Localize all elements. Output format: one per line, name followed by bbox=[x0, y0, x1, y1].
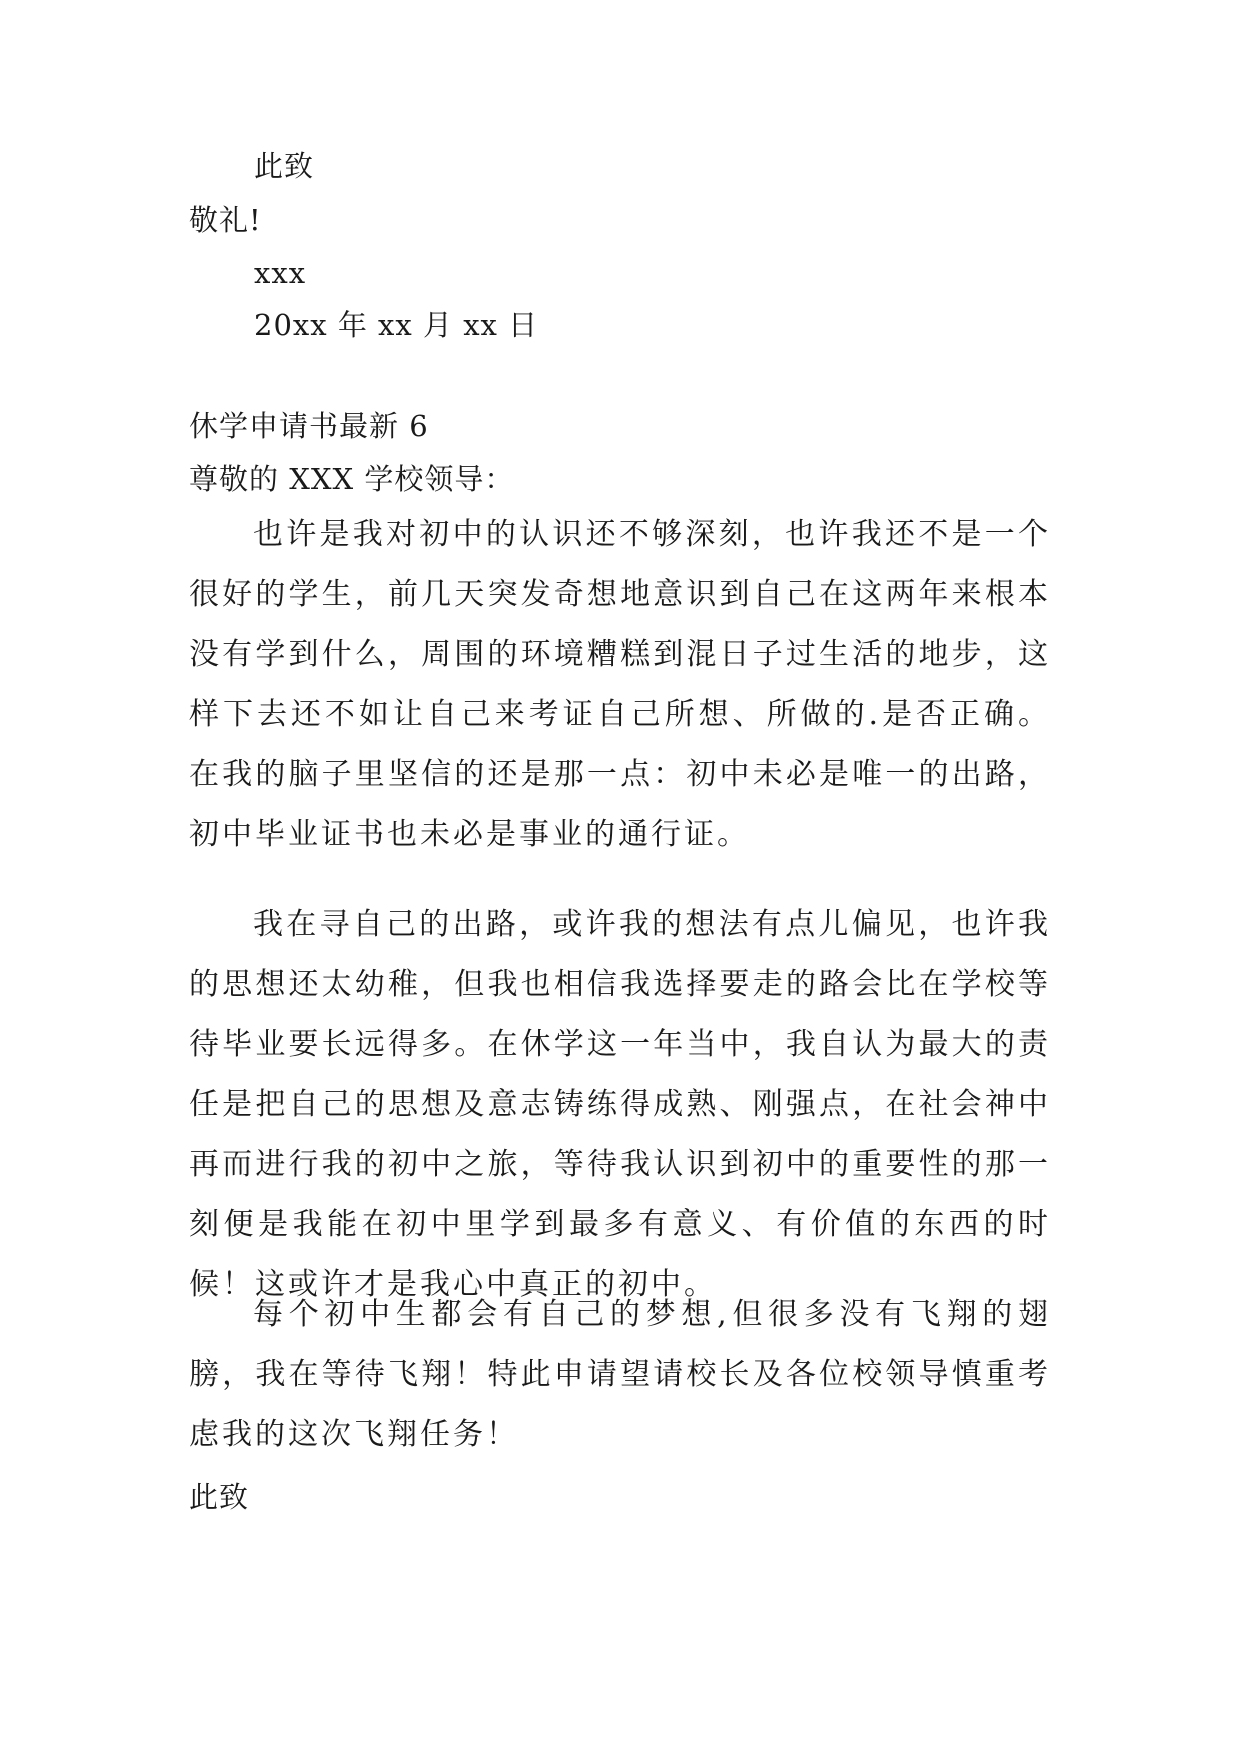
salutation-lead: 此致 bbox=[254, 149, 315, 183]
body-paragraph-2: 我在寻自己的出路，或许我的想法有点儿偏见，也许我的思想还太幼稚，但我也相信我选择要走的路会比在学校等待毕业要长远得多。在休学这一年当中，我自认为最大的责任是把自己的思想及意志铸练得成熟、刚强点，在社会神中再而进行我的初中之旅，等待我认识到初中的重要性的那一刻便是我能在初中里学到最多有意义、有价值的东西的时候！这或许才是我心中真正的初中。 bbox=[189, 907, 1051, 1302]
section-title: 休学申请书最新 6 bbox=[189, 409, 429, 443]
signature: xxx bbox=[254, 256, 307, 290]
date: 20xx 年 xx 月 xx 日 bbox=[254, 308, 539, 342]
closing: 此致 bbox=[189, 1480, 250, 1514]
body-paragraph-1: 也许是我对初中的认识还不够深刻，也许我还不是一个很好的学生，前几天突发奇想地意识到自己在这两年来根本没有学到什么，周围的环境糟糕到混日子过生活的地步，这样下去还不如让自己来考证自己所想、所做的.是否正确。在我的脑子里坚信的还是那一点：初中未必是唯一的出路，初中毕业证书也未必是事业的通行证。 bbox=[189, 517, 1051, 852]
addressee: 尊敬的 XXX 学校领导： bbox=[189, 462, 515, 496]
salutation-end: 敬礼! bbox=[189, 203, 262, 237]
body-paragraph-3: 每个初中生都会有自己的梦想,但很多没有飞翔的翅膀，我在等待飞翔！特此申请望请校长及各位校领导慎重考虑我的这次飞翔任务！ bbox=[189, 1297, 1051, 1452]
